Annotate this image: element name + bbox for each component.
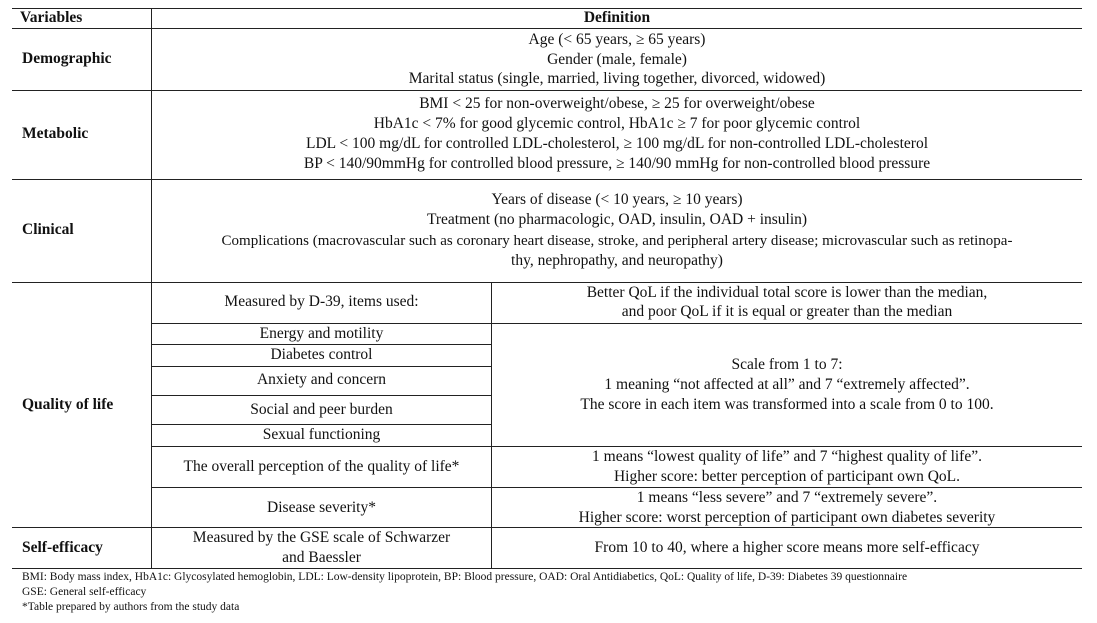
qol-better-line: Better QoL if the individual total score is lower than the median, bbox=[586, 284, 988, 301]
clinical-line: Complications (macrovascular such as coronary heart disease, stroke, and peripheral artery disease; microvascular such as retinopa- bbox=[221, 233, 1013, 249]
qol-item: Diabetes control bbox=[270, 346, 373, 363]
item-rule-2 bbox=[152, 366, 491, 367]
demographic-line: Age (< 65 years, ≥ 65 years) bbox=[528, 31, 706, 48]
qol-item: Social and peer burden bbox=[250, 401, 393, 418]
footnote-source: *Table prepared by authors from the study data bbox=[22, 601, 240, 613]
demographic-bottom-rule bbox=[12, 90, 1082, 91]
row-label-metabolic: Metabolic bbox=[22, 125, 89, 142]
qol-scale-line: The score in each item was transformed into a scale from 0 to 100. bbox=[580, 396, 994, 413]
footnote-abbreviations: BMI: Body mass index, HbA1c: Glycosylated hemoglobin, LDL: Low-density lipoprotein, BP: Blood pressure, OAD: Oral Antidiabetics, QoL: Quality of life, D-39: Diabetes 39 questionnaire bbox=[22, 571, 908, 583]
demographic-line: Marital status (single, married, living together, divorced, widowed) bbox=[408, 70, 826, 87]
metabolic-line: BMI < 25 for non-overweight/obese, ≥ 25 for overweight/obese bbox=[419, 95, 815, 112]
header-definition: Definition bbox=[583, 9, 651, 26]
clinical-line: Treatment (no pharmacologic, OAD, insulin, OAD + insulin) bbox=[426, 211, 808, 228]
qol-scale-line: Scale from 1 to 7: bbox=[731, 356, 843, 373]
item-rule-3 bbox=[152, 395, 491, 396]
header-variables: Variables bbox=[20, 9, 83, 26]
qol-severity-line: Higher score: worst perception of participant own diabetes severity bbox=[578, 509, 996, 526]
qol-item: Sexual functioning bbox=[262, 426, 381, 443]
metabolic-line: LDL < 100 mg/dL for controlled LDL-cholesterol, ≥ 100 mg/dL for non-controlled LDL-cholesterol bbox=[305, 135, 928, 152]
metabolic-line: BP < 140/90mmHg for controlled blood pressure, ≥ 140/90 mmHg for non-controlled blood pressure bbox=[303, 155, 931, 172]
demographic-line: Gender (male, female) bbox=[547, 51, 687, 68]
row-label-clinical: Clinical bbox=[22, 221, 74, 238]
self-efficacy-measured-line: Measured by the GSE scale of Schwarzer bbox=[192, 529, 451, 546]
header-bottom-rule bbox=[12, 28, 1082, 29]
qol-scale-line: 1 meaning “not affected at all” and 7 “extremely affected”. bbox=[604, 376, 970, 393]
self-efficacy-definition: From 10 to 40, where a higher score means more self-efficacy bbox=[594, 539, 980, 556]
qol-severity-label: Disease severity* bbox=[267, 499, 376, 516]
qol-severity-line: 1 means “less severe” and 7 “extremely severe”. bbox=[636, 489, 938, 506]
footnote-gse: GSE: General self-efficacy bbox=[22, 586, 147, 598]
qol-overall-line: 1 means “lowest quality of life” and 7 “highest quality of life”. bbox=[592, 448, 982, 465]
clinical-line: Years of disease (< 10 years, ≥ 10 years) bbox=[491, 191, 743, 208]
qol-overall-line: Higher score: better perception of participant own QoL. bbox=[613, 468, 961, 485]
row-label-self-efficacy: Self-efficacy bbox=[22, 539, 103, 556]
qol-item: Energy and motility bbox=[259, 325, 384, 342]
metabolic-line: HbA1c < 7% for good glycemic control, HbA1c ≥ 7 for poor glycemic control bbox=[373, 115, 861, 132]
qol-measured-by: Measured by D-39, items used: bbox=[224, 293, 419, 310]
clinical-line: thy, nephropathy, and neuropathy) bbox=[511, 252, 723, 269]
column-divider bbox=[151, 8, 152, 568]
qol-item: Anxiety and concern bbox=[256, 371, 387, 388]
qol-overall-label: The overall perception of the quality of life* bbox=[183, 458, 460, 475]
metabolic-bottom-rule bbox=[12, 179, 1082, 180]
table-bottom-rule bbox=[12, 568, 1082, 569]
self-efficacy-measured-line: and Baessler bbox=[282, 549, 361, 566]
qol-better-line: and poor QoL if it is equal or greater than the median bbox=[621, 303, 953, 320]
row-label-quality-of-life: Quality of life bbox=[22, 396, 114, 413]
row-label-demographic: Demographic bbox=[22, 50, 112, 67]
